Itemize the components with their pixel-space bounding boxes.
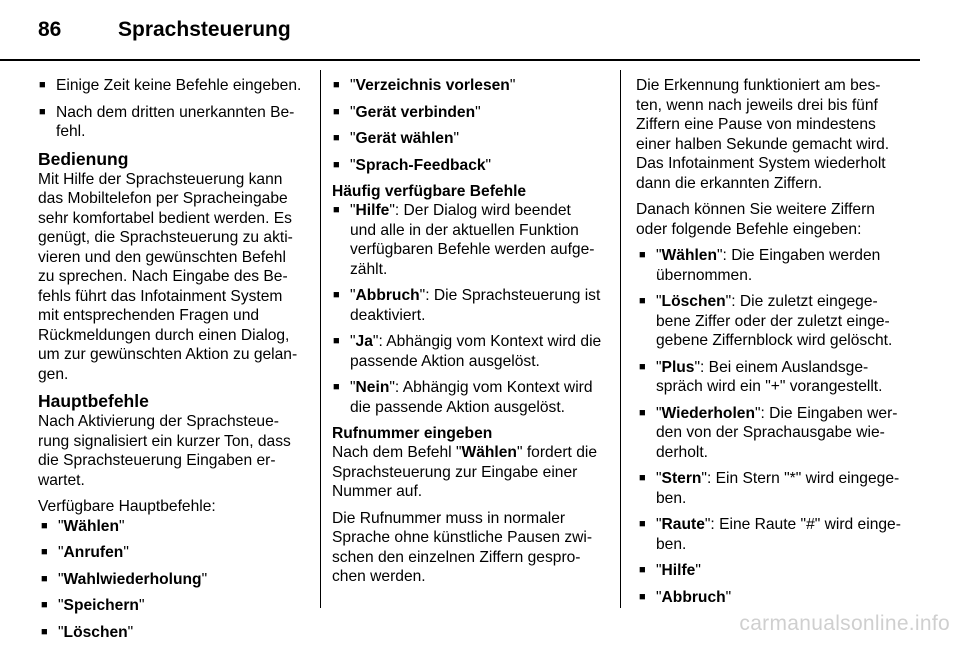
list-item: ■ "Wählen": Die Eingaben werden übernommen.: [638, 246, 908, 285]
list-item: ■ "Abbruch": [638, 588, 908, 608]
paragraph-danach: Danach können Sie weitere Ziffern oder folgende Befehle eingeben:: [636, 201, 875, 238]
list-item: ■ "Sprach-Feedback": [332, 156, 604, 176]
command-list: [38, 517, 306, 643]
list-item: ■ "Löschen": Die zuletzt eingege- bene Ziffer oder der zuletzt einge- gebene Ziffernblock wird gelöscht.: [638, 292, 908, 351]
column-divider-2: [620, 70, 621, 608]
list-item: ■ "Wiederholen": Die Eingaben wer- den von der Sprachausgabe wie- derholt.: [638, 404, 908, 463]
list-item: ■ "Stern": Ein Stern "*" wird eingege- ben.: [638, 469, 908, 508]
list-item: ■ "Gerät wählen": [332, 129, 604, 149]
paragraph-bedienung: Mit Hilfe der Sprachsteuerung kann das Mobiltelefon per Spracheingabe sehr komfortabel bedient werden. Es genügt, die Sprachsteuerung zu akti- vieren und den gewünschten Befehl zu sprechen. Nach Eingabe des Be- fehls führt das Infotainment System mit entsprechenden Fragen und Rückmeldungen durch einen Dialog, um zur gewünschten Aktion zu gelan- gen.: [38, 170, 298, 383]
page-number: 86: [38, 18, 62, 41]
list-item: ■ "Verzeichnis vorlesen": [332, 76, 604, 96]
column-2: [332, 76, 604, 594]
list-item: ■ Einige Zeit keine Befehle eingeben.: [38, 76, 306, 96]
list-item: ■ "Raute": Eine Raute "#" wird einge- ben.: [638, 515, 908, 554]
list-item: ■ "Ja": Abhängig vom Kontext wird die passende Aktion ausgelöst.: [332, 332, 604, 371]
list-item: ■ "Hilfe": [638, 561, 908, 581]
bullet-list-top: [38, 76, 306, 142]
list-item: ■ "Abbruch": Die Sprachsteuerung ist deaktiviert.: [332, 286, 604, 325]
heading-rufnummer: Rufnummer eingeben: [332, 425, 493, 442]
heading-bedienung: Bedienung: [38, 148, 129, 169]
list-item: ■ "Wählen": [40, 517, 306, 537]
ziffern-command-list: [636, 246, 908, 607]
paragraph-erkennung: Die Erkennung funktioniert am bes- ten, wenn nach jeweils drei bis fünf Ziffern eine Pause von mindestens einer halben Sekunde gemacht wird. Das Infotainment System wiederholt dann die erkannten Ziffern.: [636, 77, 890, 192]
paragraph-hauptbefehle: Nach Aktivierung der Sprachsteue- rung signalisiert ein kurzer Ton, dass die Sprachsteuerung Eingaben er- wartet.: [38, 413, 291, 489]
list-item: ■ "Anrufen": [40, 543, 306, 563]
list-item: ■ "Hilfe": Der Dialog wird beendet und alle in der aktuellen Funktion verfügbaren Befehle werden aufge- zählt.: [332, 201, 604, 279]
list-item: ■ "Nein": Abhängig vom Kontext wird die passende Aktion ausgelöst.: [332, 378, 604, 417]
paragraph-rufnummer: Nach dem Befehl "Wählen" fordert die Sprachsteuerung zur Eingabe einer Nummer auf.: [332, 444, 598, 500]
haeufig-list: [332, 201, 604, 417]
command-list-2: [332, 76, 604, 175]
heading-haeufig: Häufig verfügbare Befehle: [332, 183, 527, 200]
list-item: ■ "Wahlwiederholung": [40, 570, 306, 590]
list-item: ■ "Gerät verbinden": [332, 103, 604, 123]
paragraph-verfuegbar: Verfügbare Hauptbefehle:: [38, 498, 216, 515]
list-item: ■ Nach dem dritten unerkannten Be- fehl.: [38, 103, 306, 142]
column-divider-1: [320, 70, 321, 608]
paragraph-rufnummer-2: Die Rufnummer muss in normaler Sprache ohne künstliche Pausen zwi- schen den einzelnen Ziffern gespro- chen werden.: [332, 509, 593, 585]
heading-hauptbefehle: Hauptbefehle: [38, 391, 149, 411]
page-header: [38, 18, 291, 50]
column-3: [636, 76, 908, 614]
list-item: ■ "Löschen": [40, 623, 306, 643]
list-item: ■ "Speichern": [40, 596, 306, 616]
list-item: ■ "Plus": Bei einem Auslandsge- spräch wird ein "+" vorangestellt.: [638, 358, 908, 397]
watermark-text: carmanualsonline.info: [739, 612, 950, 635]
column-1: [38, 76, 306, 649]
header-rule: [0, 59, 920, 61]
page-title: Sprachsteuerung: [118, 18, 291, 41]
